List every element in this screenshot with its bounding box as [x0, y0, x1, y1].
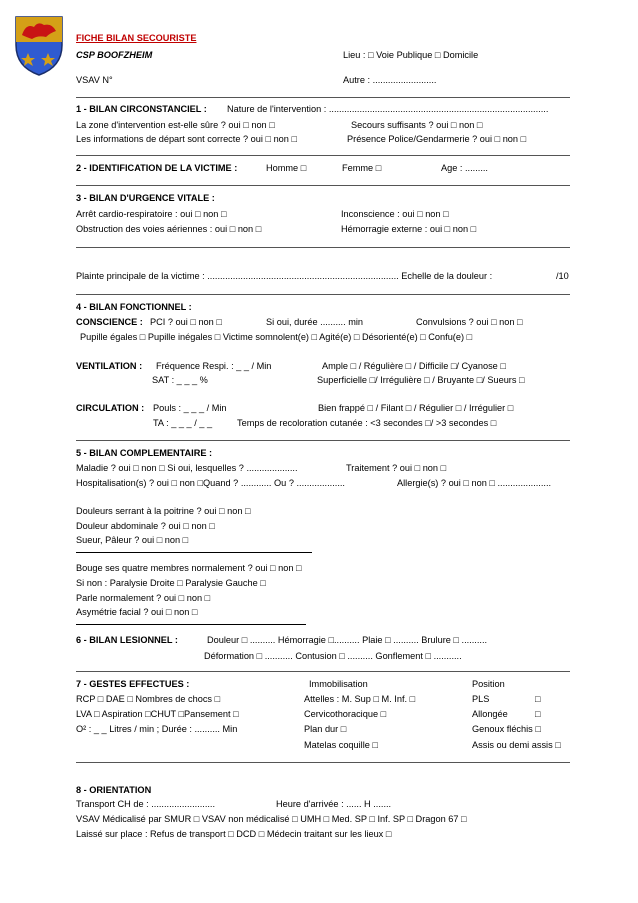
assis-option: Assis ou demi assis □ — [472, 740, 561, 750]
ventilation-options-1: Ample □ / Régulière □ / Difficile □/ Cyanose □ — [322, 361, 506, 371]
transport-ch-field: Transport CH de : ......................... — [76, 799, 216, 809]
infos-depart-question: Les informations de départ sont correcte ? oui □ non □ — [76, 134, 298, 144]
homme-option: Homme □ — [266, 163, 307, 173]
allergie-question: Allergie(s) ? oui □ non □ ..................... — [397, 478, 552, 488]
position-header: Position — [472, 679, 505, 689]
conscience-label: CONSCIENCE : — [76, 317, 143, 327]
speech-question: Parle normalement ? oui □ non □ — [76, 593, 211, 603]
cervicothoracique-option: Cervicothoracique □ — [304, 709, 387, 719]
lesions-line-1: Douleur □ .......... Hémorragie □.......... Plaie □ .......... Brulure □ .......... — [207, 635, 488, 645]
divider — [76, 97, 570, 98]
pci-duration-field: Si oui, durée .......... min — [266, 317, 364, 327]
vsav-number-field: VSAV N° — [76, 75, 113, 85]
limbs-movement-question: Bouge ses quatre membres normalement ? oui □ non □ — [76, 563, 302, 573]
divider — [76, 185, 570, 186]
blood-pressure-field: TA : _ _ _ / _ _ — [153, 418, 213, 428]
pupils-options: Pupille égales □ Pupille inégales □ Victime somnolent(e) □ Agité(e) □ Désorienté(e) □ Confu(e) □ — [80, 332, 473, 342]
section-3-title: 3 - BILAN D'URGENCE VITALE : — [76, 193, 215, 203]
oxygen-field: O² : _ _ Litres / min ; Durée : .......... Min — [76, 724, 238, 734]
divider — [76, 440, 570, 441]
lesions-line-2: Déformation □ ........... Contusion □ .......... Gonflement □ ........... — [204, 651, 462, 661]
genoux-flechis-option: Genoux fléchis □ — [472, 724, 541, 734]
police-presence-question: Présence Police/Gendarmerie ? oui □ non □ — [347, 134, 527, 144]
underline — [76, 624, 306, 625]
femme-option: Femme □ — [342, 163, 382, 173]
arrival-time-field: Heure d'arrivée : ...... H ....... — [276, 799, 392, 809]
divider — [76, 294, 570, 295]
section-4-title: 4 - BILAN FONCTIONNEL : — [76, 302, 192, 312]
recoloration-options: Temps de recoloration cutanée : <3 secondes □/ >3 secondes □ — [237, 418, 497, 428]
maladie-question: Maladie ? oui □ non □ Si oui, lesquelles ? .................... — [76, 463, 298, 473]
chest-pain-question: Douleurs serrant à la poitrine ? oui □ non □ — [76, 506, 251, 516]
pls-checkbox: □ — [535, 694, 541, 704]
obstruction-question: Obstruction des voies aériennes : oui □ non □ — [76, 224, 262, 234]
secours-suffisants-question: Secours suffisants ? oui □ non □ — [351, 120, 483, 130]
immobilisation-header: Immobilisation — [309, 679, 368, 689]
section-7-title: 7 - GESTES EFFECTUES : — [76, 679, 190, 689]
pls-option: PLS — [472, 694, 490, 704]
vsav-options: VSAV Médicalisé par SMUR □ VSAV non médicalisé □ UMH □ Med. SP □ Inf. SP □ Dragon 67 □ — [76, 814, 467, 824]
nature-intervention-field: Nature de l'intervention : ...................................................................................... — [227, 104, 549, 114]
ventilation-label: VENTILATION : — [76, 361, 143, 371]
lva-options: LVA □ Aspiration □CHUT □Pansement □ — [76, 709, 239, 719]
age-field: Age : ......... — [441, 163, 488, 173]
lieu-field: Lieu : □ Voie Publique □ Domicile — [343, 50, 479, 60]
laisse-sur-place-options: Laissé sur place : Refus de transport □ DCD □ Médecin traitant sur les lieux □ — [76, 829, 392, 839]
pci-question: PCI ? oui □ non □ — [150, 317, 222, 327]
fire-station-name: CSP BOOFZHEIM — [76, 50, 153, 60]
inconscience-question: Inconscience : oui □ non □ — [341, 209, 449, 219]
pulse-options: Bien frappé □ / Filant □ / Régulier □ / Irrégulier □ — [318, 403, 514, 413]
plainte-principale-field: Plainte principale de la victime : ........................................................................... Echelle de la douleur : — [76, 271, 493, 281]
section-8-title: 8 - ORIENTATION — [76, 785, 152, 795]
rcp-dae-options: RCP □ DAE □ Nombres de chocs □ — [76, 694, 221, 704]
underline — [76, 552, 312, 553]
convulsions-question: Convulsions ? oui □ non □ — [416, 317, 523, 327]
hospitalisation-question: Hospitalisation(s) ? oui □ non □Quand ? ............ Ou ? ................... — [76, 478, 345, 488]
traitement-question: Traitement ? oui □ non □ — [346, 463, 447, 473]
allongee-option: Allongée — [472, 709, 508, 719]
section-2-title: 2 - IDENTIFICATION DE LA VICTIME : — [76, 163, 238, 173]
form-title: FICHE BILAN SECOURISTE — [76, 33, 197, 43]
divider — [76, 671, 570, 672]
plan-dur-option: Plan dur □ — [304, 724, 347, 734]
abdominal-pain-question: Douleur abdominale ? oui □ non □ — [76, 521, 215, 531]
pulse-field: Pouls : _ _ _ / Min — [153, 403, 227, 413]
zone-sure-question: La zone d'intervention est-elle sûre ? oui □ non □ — [76, 120, 275, 130]
arret-cardio-question: Arrêt cardio-respiratoire : oui □ non □ — [76, 209, 227, 219]
allongee-checkbox: □ — [535, 709, 541, 719]
divider — [76, 247, 570, 248]
facial-asymmetry-question: Asymétrie facial ? oui □ non □ — [76, 607, 198, 617]
section-6-title: 6 - BILAN LESIONNEL : — [76, 635, 178, 645]
sweat-pallor-question: Sueur, Pâleur ? oui □ non □ — [76, 535, 189, 545]
matelas-coquille-option: Matelas coquille □ — [304, 740, 378, 750]
attelles-options: Attelles : M. Sup □ M. Inf. □ — [304, 694, 416, 704]
sat-field: SAT : _ _ _ % — [152, 375, 208, 385]
respiratory-rate-field: Fréquence Respi. : _ _ / Min — [156, 361, 272, 371]
hemorragie-question: Hémorragie externe : oui □ non □ — [341, 224, 477, 234]
circulation-label: CIRCULATION : — [76, 403, 145, 413]
autre-field: Autre : ......................... — [343, 75, 437, 85]
paralysis-options: Si non : Paralysie Droite □ Paralysie Gauche □ — [76, 578, 266, 588]
section-1-title: 1 - BILAN CIRCONSTANCIEL : — [76, 104, 207, 114]
pain-scale-max: /10 — [556, 271, 569, 281]
coat-of-arms-icon — [14, 15, 64, 77]
divider — [76, 762, 570, 763]
divider — [76, 155, 570, 156]
ventilation-options-2: Superficielle □/ Irrégulière □ / Bruyante □/ Sueurs □ — [317, 375, 525, 385]
section-5-title: 5 - BILAN COMPLEMENTAIRE : — [76, 448, 213, 458]
